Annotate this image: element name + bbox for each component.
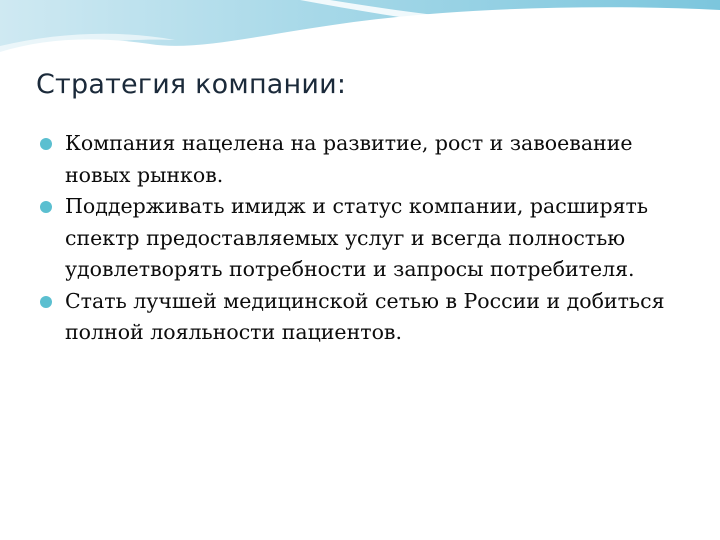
bullet-dot-icon: [40, 296, 52, 308]
bullet-list: [40, 128, 690, 349]
bullet-text: Поддерживать имидж и статус компании, расширять спектр предоставляемых услуг и всегда полностью удовлетворять потребности и запросы потребителя.: [65, 194, 649, 281]
slide-title: Стратегия компании:: [36, 69, 347, 100]
bullet-dot-icon: [40, 138, 52, 150]
bullet-item: [40, 128, 690, 191]
bullet-text: Стать лучшей медицинской сетью в России и добиться полной лояльности пациентов.: [65, 288, 665, 344]
bullet-item: [40, 286, 690, 349]
bullet-text: Компания нацелена на развитие, рост и завоевание новых рынков.: [65, 131, 633, 187]
bullet-dot-icon: [40, 201, 52, 213]
bullet-item: [40, 191, 690, 286]
